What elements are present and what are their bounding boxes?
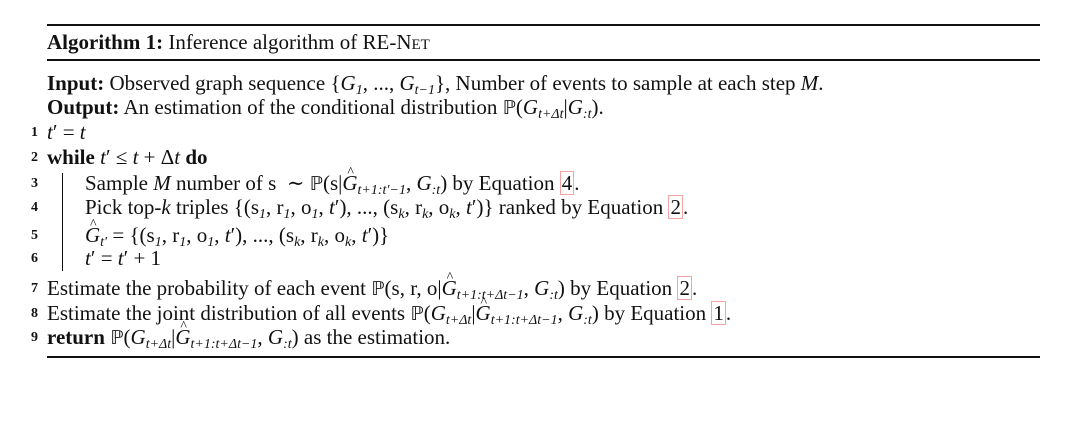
line-number: 5 [31,228,38,243]
input-text: Observed graph sequence {$G_1$, ..., $G_{t-1}$}, Number of events to sample at each step M. [109,71,824,98]
algorithm-line-9: return $ℙ(G_{t+\Delta t}|\^{}$ $G_{t+1:t+\Delta t-1}$, $G_{:t}$) as the estimation. [47,325,450,357]
algorithm-line-3: Sample M number of s ∼ ℙ(s|^ $G_{t+1:t'-1}$, $G_{:t}$) by Equation 4. [85,171,580,203]
top-rule [47,24,1040,26]
algorithm-caption [47,30,430,54]
algorithm-line-2: while t′ ≤ t + Δt do [47,145,208,169]
output-label: Output: [47,95,120,119]
equation-ref-link[interactable]: 2 [679,276,690,300]
line-number: 8 [31,306,38,321]
caption-rule [47,59,1040,61]
algorithm-line-1: t′ = t [47,120,86,144]
algorithm-number: Algorithm 1: [47,30,164,54]
equation-ref-link[interactable]: 4 [561,171,573,195]
output-line [47,95,604,127]
line-number: 9 [31,330,38,345]
line-number: 3 [31,176,38,191]
line-number: 2 [31,150,38,165]
algorithm-line-4: Pick top-k triples {($s_1$, $r_1$, $o_1$, t′), ..., ($s_k$, $r_k$, $o_k$, t′)} ranked by Equation 2. [85,195,689,222]
equation-ref-link[interactable]: 2 [670,195,681,219]
line-number: 7 [31,281,38,296]
output-text: An estimation of the conditional distribution $ℙ(G_{t+\Delta t}|G_{:t})$. [123,95,604,122]
algorithm-line-8: Estimate the joint distribution of all events $ℙ(G_{t+\Delta t}|\^{}$ $G_{t+1:t+\Delta t-1}$, $G_{:t}$) by Equation 1. [47,301,731,333]
line-number: 1 [31,125,38,140]
bottom-rule [47,356,1040,358]
algorithm-title: Inference algorithm of RE-Net [168,30,430,54]
equation-ref-link[interactable]: 1 [713,301,724,325]
line-number: 4 [31,200,38,215]
algorithm-line-6: t′ = t′ + 1 [85,246,162,270]
loop-body-bar [62,173,63,271]
algorithm-line-7: Estimate the probability of each event ℙ(s, r, o|^ $G_{t+1:t+\Delta t-1}$, $G_{:t}$) by Equation 2. [47,276,697,308]
line-number: 6 [31,251,38,266]
algorithm-line-5: ^ $G_{t'} = \{(s_1$, $r_1$, $o_1$, t′), ..., ($s_k$, $r_k$, $o_k$, t′)} [85,223,389,255]
input-label: Input: [47,71,105,95]
